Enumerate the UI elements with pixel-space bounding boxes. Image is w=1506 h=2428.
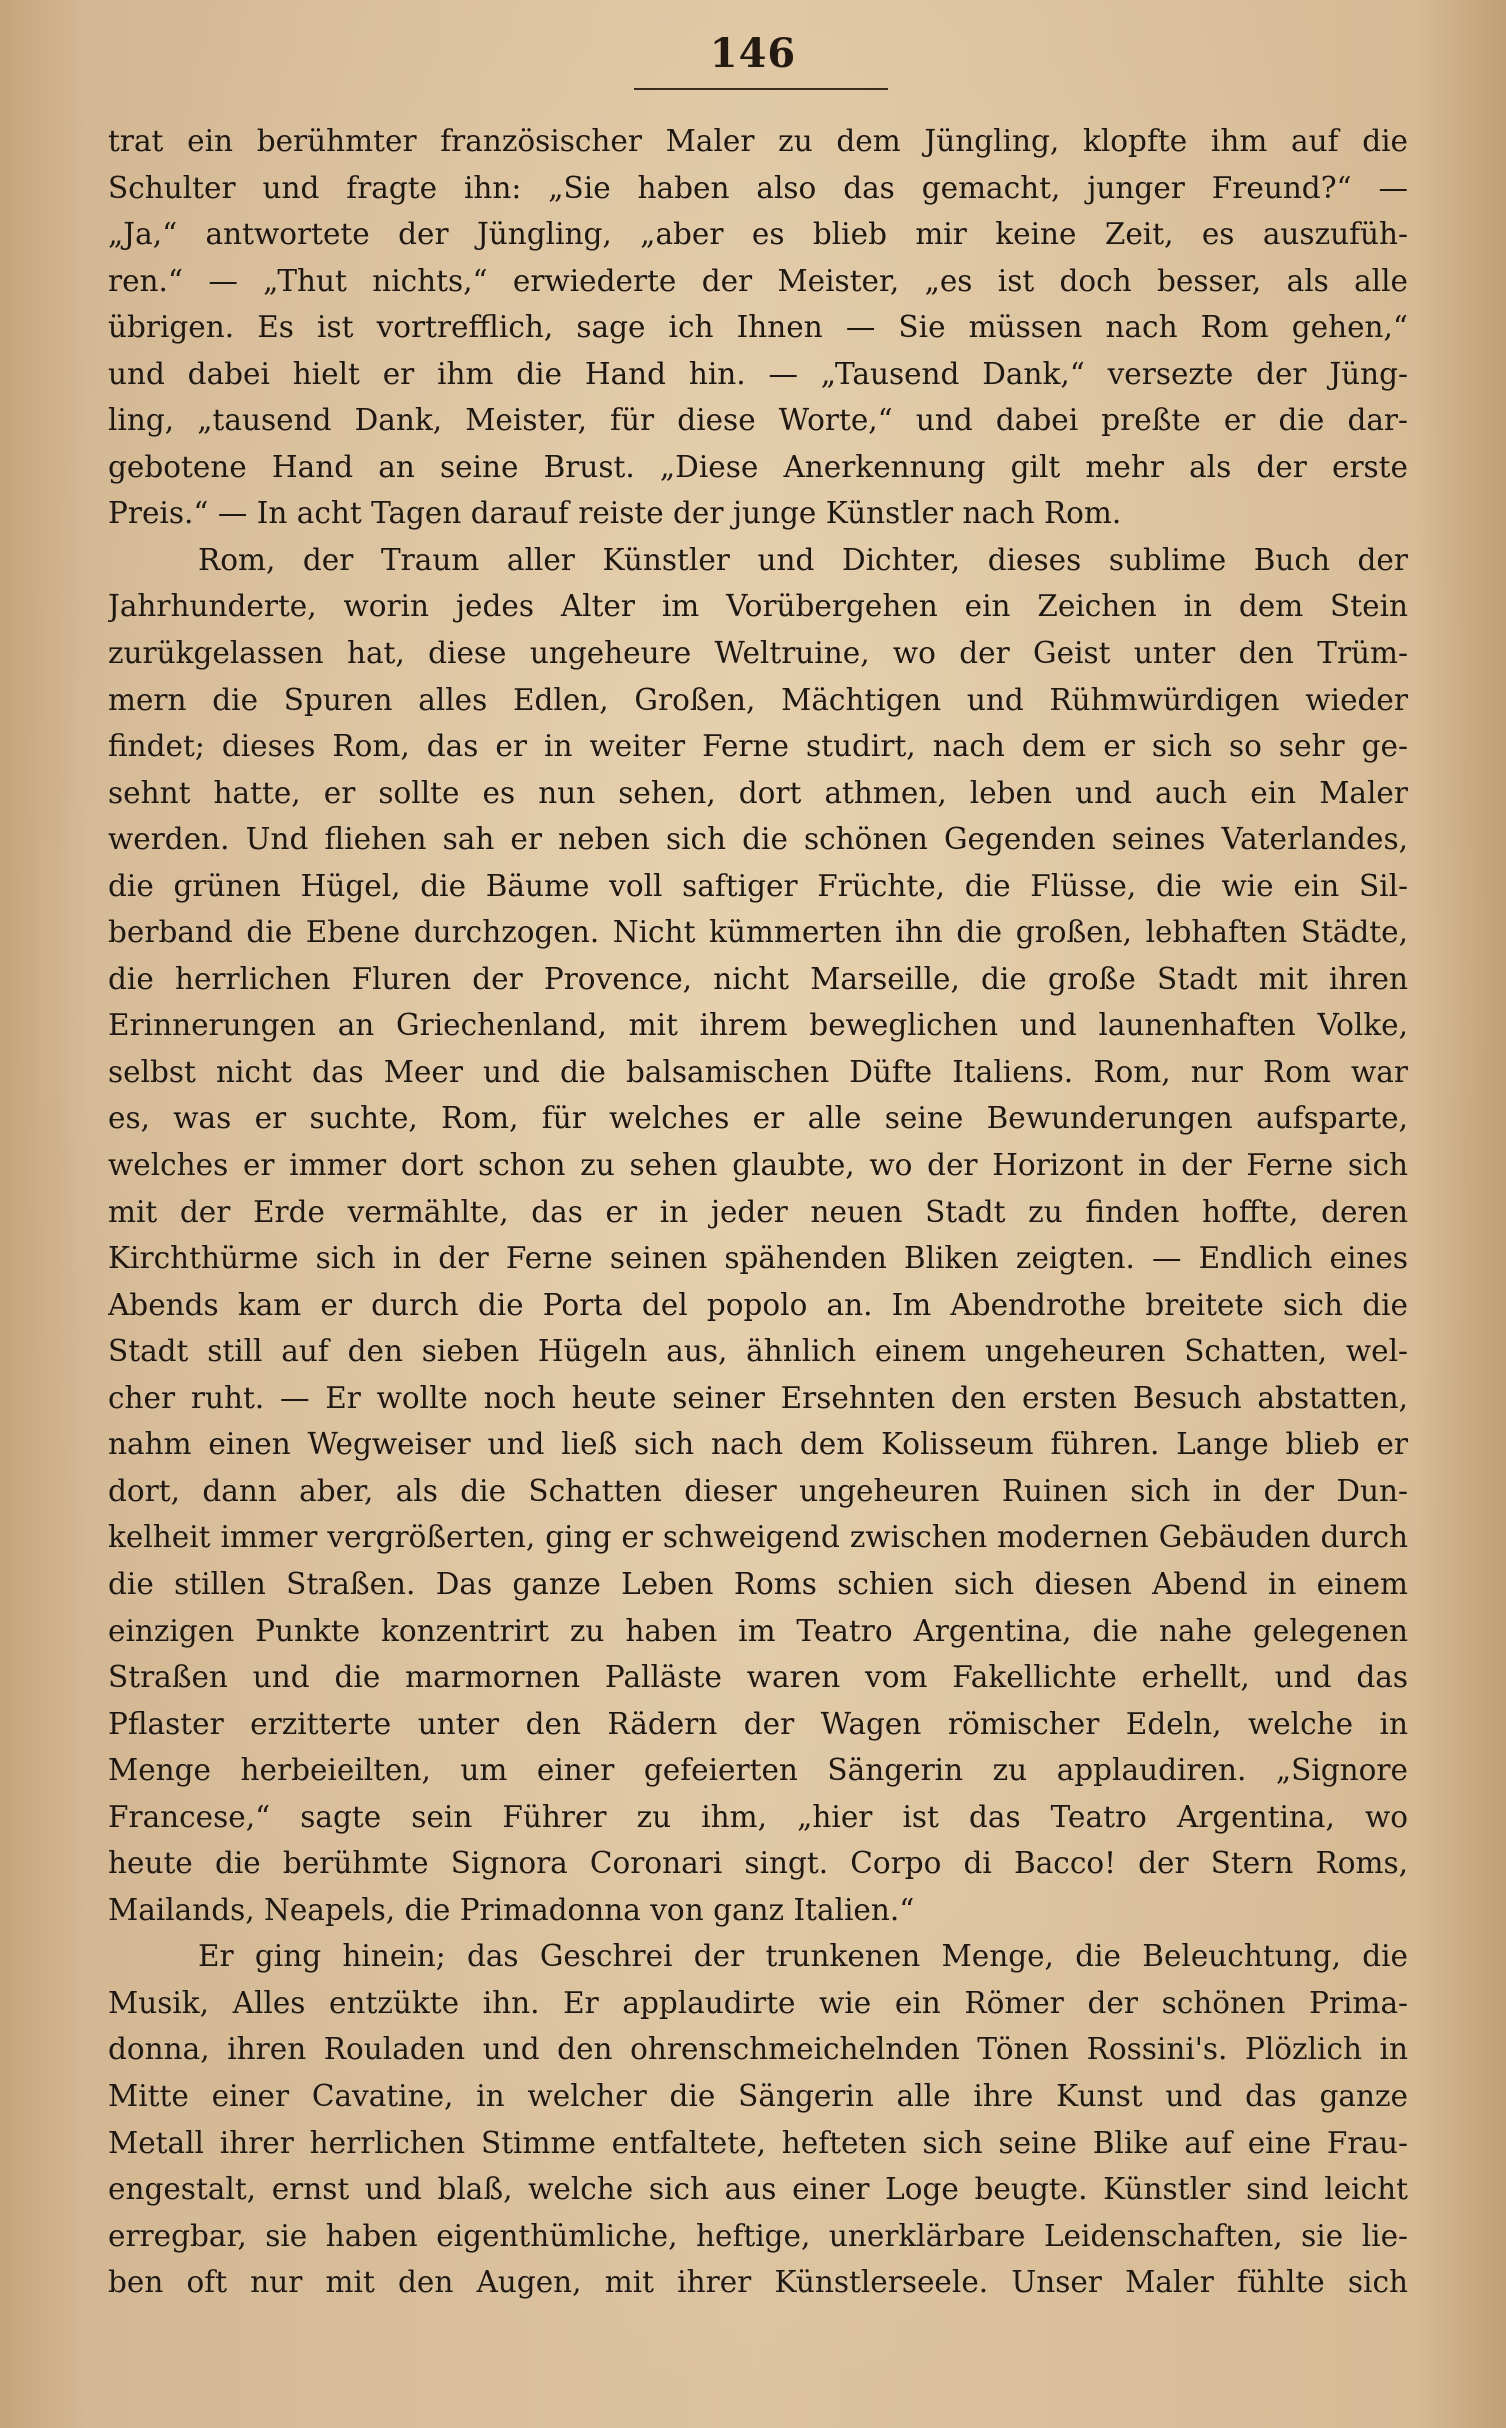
text-line: Pflaster erzitterte unter den Rädern der Wagen römischer Edeln, welche in (108, 1706, 1408, 1741)
text-line: berband die Ebene durchzogen. Nicht kümmerten ihn die großen, lebhaften Städte, (108, 915, 1408, 950)
text-line: die herrlichen Fluren der Provence, nicht Marseille, die große Stadt mit ihren (108, 961, 1408, 996)
text-line: sehnt hatte, er sollte es nun sehen, dort athmen, leben und auch ein Maler (108, 775, 1408, 810)
text-line: einzigen Punkte konzentrirt zu haben im Teatro Argentina, die nahe gelegenen (108, 1613, 1408, 1648)
text-line: Schulter und fragte ihn: „Sie haben also das gemacht, junger Freund?“ — (108, 170, 1408, 205)
text-line: die grünen Hügel, die Bäume voll saftiger Früchte, die Flüsse, die wie ein Sil- (108, 868, 1408, 903)
text-line: Kirchthürme sich in der Ferne seinen spähenden Bliken zeigten. — Endlich eines (108, 1241, 1408, 1276)
text-line: findet; dieses Rom, das er in weiter Ferne studirt, nach dem er sich so sehr ge- (108, 729, 1408, 764)
text-line: es, was er suchte, Rom, für welches er alle seine Bewunderungen aufsparte, (108, 1101, 1408, 1136)
text-line: werden. Und fliehen sah er neben sich die schönen Gegenden seines Vaterlandes, (108, 822, 1408, 857)
text-line: cher ruht. — Er wollte noch heute seiner Ersehnten den ersten Besuch abstatten, (108, 1380, 1408, 1415)
text-line: Stadt still auf den sieben Hügeln aus, ähnlich einem ungeheuren Schatten, wel- (108, 1334, 1408, 1369)
text-line: trat ein berühmter französischer Maler zu dem Jüngling, klopfte ihm auf die (108, 124, 1408, 158)
text-line: die stillen Straßen. Das ganze Leben Roms schien sich diesen Abend in einem (108, 1566, 1408, 1601)
text-line: gebotene Hand an seine Brust. „Diese Anerkennung gilt mehr als der erste (108, 449, 1408, 484)
text-line: mit der Erde vermählte, das er in jeder neuen Stadt zu finden hoffte, deren (108, 1194, 1408, 1229)
text-line: Mailands, Neapels, die Primadonna von ganz Italien.“ (108, 1892, 915, 1927)
text-line: Metall ihrer herrlichen Stimme entfaltete, hefteten sich seine Blike auf eine Frau- (108, 2125, 1408, 2160)
text-line: Jahrhunderte, worin jedes Alter im Vorübergehen ein Zeichen in dem Stein (108, 589, 1408, 624)
text-line: kelheit immer vergrößerten, ging er schweigend zwischen modernen Gebäuden durch (108, 1520, 1408, 1555)
text-line: Abends kam er durch die Porta del popolo an. Im Abendrothe breitete sich die (108, 1287, 1408, 1322)
text-line: erregbar, sie haben eigenthümliche, heftige, unerklärbare Leidenschaften, sie lie- (108, 2218, 1408, 2253)
text-line: Musik, Alles entzükte ihn. Er applaudirte wie ein Römer der schönen Prima- (108, 1985, 1408, 2020)
header-rule (634, 88, 888, 90)
text-line: Preis.“ — In acht Tagen darauf reiste der junge Künstler nach Rom. (108, 496, 1122, 531)
text-line: und dabei hielt er ihm die Hand hin. — „Tausend Dank,“ versezte der Jüng- (108, 356, 1408, 391)
text-line: heute die berühmte Signora Coronari singt. Corpo di Bacco! der Stern Roms, (108, 1846, 1408, 1881)
text-line: nahm einen Wegweiser und ließ sich nach dem Kolisseum führen. Lange blieb er (108, 1427, 1408, 1462)
body-text (108, 118, 1408, 2306)
text-line: Menge herbeieilten, um einer gefeierten Sängerin zu applaudiren. „Signore (108, 1753, 1408, 1788)
text-line: übrigen. Es ist vortrefflich, sage ich Ihnen — Sie müssen nach Rom gehen,“ (108, 310, 1408, 345)
text-line: selbst nicht das Meer und die balsamischen Düfte Italiens. Rom, nur Rom war (108, 1054, 1408, 1089)
text-line: mern die Spuren alles Edlen, Großen, Mächtigen und Rühmwürdigen wieder (108, 682, 1408, 717)
text-line: Erinnerungen an Griechenland, mit ihrem beweglichen und launenhaften Volke, (108, 1008, 1408, 1043)
text-line: Francese,“ sagte sein Führer zu ihm, „hier ist das Teatro Argentina, wo (108, 1799, 1408, 1834)
text-line: ben oft nur mit den Augen, mit ihrer Künstlerseele. Unser Maler fühlte sich (108, 2265, 1408, 2300)
text-line: ling, „tausend Dank, Meister, für diese Worte,“ und dabei preßte er die dar- (108, 403, 1408, 438)
text-line: ren.“ — „Thut nichts,“ erwiederte der Meister, „es ist doch besser, als alle (108, 263, 1408, 298)
page-number: 146 (709, 30, 797, 77)
text-line: donna, ihren Rouladen und den ohrenschmeichelnden Tönen Rossini's. Plözlich in (108, 2032, 1408, 2067)
text-line: „Ja,“ antwortete der Jüngling, „aber es blieb mir keine Zeit, es auszufüh- (108, 217, 1408, 252)
text-line: Straßen und die marmornen Palläste waren vom Fakellichte erhellt, und das (108, 1660, 1408, 1695)
text-line: zurükgelassen hat, diese ungeheure Weltruine, wo der Geist unter den Trüm- (108, 636, 1408, 671)
text-line: Rom, der Traum aller Künstler und Dichter, dieses sublime Buch der (198, 542, 1408, 577)
text-line: welches er immer dort schon zu sehen glaubte, wo der Horizont in der Ferne sich (108, 1148, 1408, 1183)
text-line: dort, dann aber, als die Schatten dieser ungeheuren Ruinen sich in der Dun- (108, 1473, 1408, 1508)
text-line: Er ging hinein; das Geschrei der trunkenen Menge, die Beleuchtung, die (198, 1939, 1408, 1974)
text-line: Mitte einer Cavatine, in welcher die Sängerin alle ihre Kunst und das ganze (108, 2078, 1408, 2113)
text-line: engestalt, ernst und blaß, welche sich aus einer Loge beugte. Künstler sind leicht (108, 2172, 1408, 2207)
